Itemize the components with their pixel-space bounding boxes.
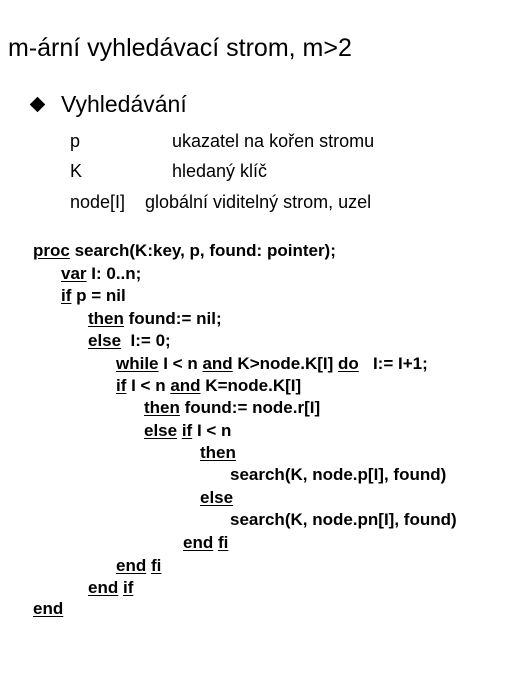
- code-text: I < n: [158, 354, 203, 373]
- keyword-else: else: [88, 331, 122, 350]
- code-text: I < n: [192, 421, 232, 440]
- definition-desc-p: ukazatel na kořen stromu: [172, 131, 375, 151]
- definition-term-p: p: [70, 131, 81, 151]
- code-line-then-found: [144, 397, 320, 419]
- keyword-end: end: [88, 578, 119, 597]
- code-line-search-pn: search(K, node.pn[I], found): [230, 510, 457, 529]
- code-text: I:= 0;: [121, 331, 171, 350]
- keyword-while: while: [116, 354, 159, 373]
- code-text: search(K:key, p, found: pointer);: [69, 241, 336, 260]
- keyword-else: else: [144, 421, 178, 440]
- keyword-then: then: [200, 443, 236, 462]
- code-text: K=node.K[I]: [200, 376, 302, 395]
- diamond-bullet-icon: [30, 97, 46, 113]
- keyword-and: and: [170, 376, 201, 395]
- keyword-fi: fi: [217, 533, 229, 552]
- code-text: I:= I+1;: [358, 354, 428, 373]
- keyword-end: end: [183, 533, 214, 552]
- keyword-proc: proc: [33, 241, 70, 260]
- definition-desc-k: hledaný klíč: [172, 161, 268, 181]
- keyword-else: else: [200, 488, 234, 507]
- code-text: found:= node.r[I]: [179, 398, 321, 417]
- code-line-end-if: [88, 577, 133, 599]
- bullet-heading: Vyhledávání: [61, 91, 187, 117]
- keyword-if: if: [116, 376, 127, 395]
- code-line-else-if: [144, 420, 231, 442]
- code-line-proc: [33, 240, 336, 262]
- code-line-end-fi-outer: [116, 555, 161, 577]
- code-text: I: 0..n;: [86, 264, 142, 283]
- code-line-then: [88, 308, 222, 330]
- code-line-var: [61, 263, 141, 285]
- keyword-fi: fi: [150, 556, 162, 575]
- code-text: found:= nil;: [123, 309, 222, 328]
- definition-term-k: K: [70, 161, 83, 181]
- keyword-end: end: [33, 599, 64, 618]
- keyword-do: do: [338, 354, 359, 373]
- keyword-end: end: [116, 556, 147, 575]
- keyword-then: then: [88, 309, 124, 328]
- code-text: p = nil: [71, 286, 126, 305]
- code-line-while: [116, 353, 428, 375]
- code-line-else: [88, 330, 171, 352]
- code-text: K>node.K[I]: [232, 354, 338, 373]
- code-line-then-inner: [200, 442, 236, 464]
- slide-title: m-ární vyhledávací strom, m>2: [8, 34, 352, 62]
- code-text: I < n: [126, 376, 171, 395]
- definition-term-node: node[I]: [70, 192, 126, 212]
- code-line-if: [61, 285, 126, 307]
- keyword-and: and: [202, 354, 233, 373]
- code-line-if-found: [116, 375, 301, 397]
- keyword-if: if: [61, 286, 72, 305]
- keyword-var: var: [61, 264, 87, 283]
- code-line-search-p: search(K, node.p[I], found): [230, 465, 447, 484]
- keyword-if: if: [181, 421, 193, 440]
- code-line-end: [33, 598, 63, 620]
- definition-desc-node: globální viditelný strom, uzel: [145, 192, 372, 212]
- code-line-else-inner: [200, 487, 233, 509]
- keyword-then: then: [144, 398, 180, 417]
- code-line-end-fi-inner: [183, 532, 228, 554]
- keyword-if: if: [122, 578, 134, 597]
